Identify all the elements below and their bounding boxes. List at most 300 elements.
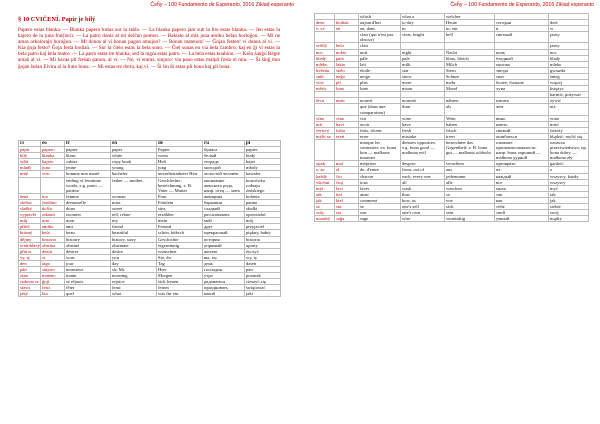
table-cell: чем [495,104,549,115]
table-cell: clear, bright [401,32,445,43]
table-cell: papero [41,147,65,153]
table-cell: Nacht [445,49,495,55]
table-cell: jasny [549,43,589,49]
table-cell: luno [335,86,359,92]
table-cell: mądry [549,216,589,222]
table-cell: lavi [335,185,359,191]
table-cell: žena [19,193,41,199]
table-cell: sešit [19,159,41,165]
table-cell: obstinate [111,242,157,248]
table-cell: sich freuen [157,279,203,285]
table-cell: feast [111,285,157,291]
table-cell: sage [359,216,401,222]
table-cell: jung [157,165,203,171]
table-cell: sladký [19,206,41,212]
table-cell: mehr [445,80,495,86]
table-cell: copy book [111,159,157,165]
table-cell: my [111,218,157,224]
table-cell: weiss [157,153,203,159]
table-cell: fêter [65,285,111,291]
table-cell: Freund [157,224,203,230]
table-cell: všichni [315,179,335,185]
table-cell: nutri [335,98,359,104]
table-cell: fraŭlino [41,199,65,205]
table-cell: so [445,191,495,197]
lesson-intro: Papero estas blanka. — Blanka papero kušas sur la tablo. — La blanka papero jam sub la lito estas blanka. — Jen estas la kajero de la juna frat(ino). — La patro donis al mi dolĉan pomon. — Bakisto al mia juna amiko belan horloĝon. — Mi ne amas orkolorajn horoĝon. — Mi donos al vi bonan pagon amojon? — Bonan matenon! — Ĝojan festen! vi donos al vi. — Kia ĝoja festo? Ĝoja festa hodiaŭ. — Sur la ĉielo estas la bela suno. — Ĉiel sunas en via bela ĉambro; kaj en ĝi vi estas la bela patro kaj bela matro. — La patro estas tre blanka, sed la nigra estas patro. — La bela estas knabino. — Kaŝu ŝanĝu Regie antaŭ al vi. — Mi havas pli freŝan panon, al vi. — No, vi eraras, sinjoro: via pano estas malpli freŝa ol mia. — Ŝi ŝinĝ tiun ĝojan belan Elvira al la frato bona. — Mi estas tre dorta, kaj vi. — Ŝi ŝin ŝŝ estas pli bona kaj pli bona. [18,27,280,70]
table-cell: nuit [359,49,401,55]
table-cell: wy, ty [245,254,281,260]
table-cell: z, ze [315,167,335,173]
table-cell: than [401,104,445,115]
table-cell: poranek [245,273,281,279]
table-cell: se [315,204,335,210]
table-cell: tago [41,260,65,266]
table-cell: mieć [549,121,589,127]
table-cell: blass, bleich [445,55,495,61]
table-cell: více [315,80,335,86]
table-cell: thus [401,191,445,197]
table-cell: tvrdohlavý [20,242,40,248]
table-row [315,32,589,43]
table-cell: blady [549,55,589,61]
table-cell: pala [335,55,359,61]
table-cell: miss [111,199,157,205]
table-cell: errer [359,133,401,139]
table-cell: wszyscy, każdy [549,173,589,179]
table-cell: бледный [495,55,549,61]
table-cell: nourrir [359,98,401,104]
table-cell: welcher [445,14,495,20]
table-cell: more [401,80,445,86]
table-cell: lune [359,86,401,92]
table-cell [19,177,41,193]
table-cell: what [111,291,157,297]
table-cell: matin [65,273,111,279]
table-cell: denotes opposites; e.g. bona good — malbona evil [401,139,445,160]
table-cell: étoile [359,67,401,73]
table-cell: marque les contraires; ex. bona bon — malbona mauvais [359,139,401,160]
table-cell: женщина [203,193,245,199]
table-cell: rejoice [111,279,157,285]
table-cell: мой [203,218,245,224]
table-cell: белый [203,153,245,159]
table-cell: deziri [41,248,65,254]
table-cell: kiel [335,197,359,203]
table-cell: karmić, pożywać [549,92,589,98]
table-cell: себя [495,204,549,210]
table-cell: pale [401,55,445,61]
table-cell: каждый [495,173,549,179]
table-cell: mleko [549,61,589,67]
table-cell: que (dans une comparaison) [359,104,401,115]
table-cell: ainsi [359,191,401,197]
table-cell: den [19,260,41,266]
table-cell: przyjaciel [245,224,281,230]
table-cell: raconter [65,212,111,218]
table-cell: panna [245,199,281,205]
table-cell: mýlit se [315,133,335,139]
table-cell: hodiaŭ [335,20,359,26]
table-cell: muž [19,171,41,177]
table-cell: Heute [445,20,495,26]
table-cell: mladý [19,165,41,171]
table-cell: jak [315,197,335,203]
table-cell: sia [335,210,359,216]
table-cell: wise [401,216,445,222]
table-cell: femme [65,193,111,199]
table-cell: schön, hübsch [157,230,203,236]
table-cell: tak [549,191,589,197]
table-cell: ino [41,193,65,199]
table-cell: wino [549,115,589,121]
table-cell: moudrý [315,216,335,222]
table-cell: kia [41,291,65,297]
table-cell: mal [335,161,359,167]
table-cell: which [359,14,401,20]
table-cell: in, ein [445,26,495,32]
table-cell: history, story [111,236,157,242]
table-cell: father — mother [111,177,157,193]
table-cell: čerstvý [315,127,335,133]
table-cell: вино [495,115,549,121]
table-cell: beau [65,230,111,236]
table-cell: each, every one [401,173,445,179]
table-cell: świętować [245,285,281,291]
table-cell: erari [335,133,359,139]
table-cell: moon [401,86,445,92]
table-cell: луна [495,86,549,92]
table-cell: означает противоположность; напр. bona хороший — malbona дурной [495,139,549,160]
table-cell: se [359,204,401,210]
table-cell: piękny, ładny [245,230,281,236]
table-cell: měsíc [315,86,335,92]
vocabulary-table-left [18,140,281,297]
table-cell: młody [245,165,281,171]
table-cell: irren [445,133,495,139]
table-cell: wine [401,115,445,121]
table-cell: aus [445,167,495,173]
table-cell: gwiazda [549,67,589,73]
table-cell: hela [335,43,359,49]
table-cell: mein [157,218,203,224]
table-cell: в [495,26,549,32]
table-cell: pli [335,80,359,86]
table-cell: z [549,167,589,173]
table-cell: vous [65,254,111,260]
table-cell: mléko [315,61,335,67]
table-cell: you [111,254,157,260]
table-cell: fresh [401,127,445,133]
table-cell: kawaler [245,171,281,177]
table-cell: désirer [65,248,111,254]
table-cell: Geschlechts-bezeichnung, z. B. Vater — Mutter [157,177,203,193]
table-cell: vi [41,254,65,260]
table-cell: так [495,191,549,197]
table-cell: in [401,26,445,32]
table-cell: ami [65,224,111,230]
table-cell: праздновать [203,285,245,291]
table-cell: окончание женского рода, напр. отец — мать [203,177,245,193]
table-cell: to-day [401,20,445,26]
table-cell: avoir [359,121,401,127]
table-cell: snow [401,73,445,79]
table-cell: какой [203,291,245,297]
table-cell: bledý [315,55,335,61]
table-cell: молодой [203,165,245,171]
table-row [19,177,281,193]
table-cell: laver [359,185,401,191]
table-cell: ráno [19,273,41,279]
table-cell: tous [359,179,401,185]
table-cell: mateno [41,273,65,279]
table-cell: radovat se [20,279,39,285]
table-cell: erzählen [157,212,203,218]
lesson-title: § 10 CVIČENÍ. Papír je bílý [18,16,96,23]
table-cell: můj [19,218,41,224]
table-cell: comment [359,197,401,203]
table-cell: sin [335,204,359,210]
table-cell: tak [315,191,335,197]
table-cell: Geschichte [157,236,203,242]
table-cell: myć [549,185,589,191]
table-cell: papier [245,147,281,153]
table-cell: jaki [245,291,281,297]
table-cell: mépriser [359,161,401,167]
table-cell: unverheiratheter Herr [157,171,203,177]
table-cell: el [335,167,359,173]
table-cell: woman [111,193,157,199]
table-cell: день [203,260,245,266]
table-cell: one's self [401,204,445,210]
table-cell: monsieur [65,266,111,272]
table-cell: jasny [549,32,589,43]
table-cell: mistake [401,133,445,139]
table-cell: ĉiu [335,173,359,179]
table-cell: więcej [549,80,589,86]
table-cell: noc [315,49,335,55]
table-cell: quel [65,291,111,297]
table-cell: Milch [445,61,495,67]
table-cell: noc [549,49,589,55]
table-cell: rakonti [41,212,65,218]
table-cell: de, d'entre [359,167,401,173]
table-cell: более, больше [495,80,549,86]
table-cell: светлый [495,32,549,43]
table-cell: холостой человек [203,171,245,177]
table-cell: how, as [401,197,445,203]
table-cell: sweet [111,206,157,212]
table-cell: dnes [315,20,335,26]
table-cell: pâle [359,55,401,61]
table-cell: night [401,49,445,55]
table-cell: упрямый [203,242,245,248]
table-cell: Heft [157,159,203,165]
table-cell: утро [203,273,245,279]
table-cell: молоко [495,61,549,67]
table-cell: historio [41,236,65,242]
column-header: eo [41,141,65,147]
table-cell: mýt [315,185,335,191]
table-cell: en [335,26,359,32]
table-cell: bílý [19,153,41,159]
column-header: en [111,141,157,147]
table-cell: vypravět [19,212,41,218]
table-cell: kajero [41,159,65,165]
table-cell: stelo [335,67,359,73]
table-cell: oznacza przeciwieństwo; np. bona dobry — malbona zły [550,139,587,161]
table-cell: снег [495,73,549,79]
table-cell: życzyć [245,248,281,254]
table-cell: умный [495,216,549,222]
table-cell: nähren [445,98,495,104]
column-header: ru [203,141,245,147]
table-cell: have [401,121,445,127]
table-cell: история [203,236,245,242]
table-cell: мыть [495,185,549,191]
table-cell: bezeichnet das Gegentheil; z. B. bona gut — malbona schlecht [445,139,495,160]
table-cell: en, dans [359,26,401,32]
table-cell: alle [445,179,495,185]
table-cell: friend [111,224,157,230]
table-cell: waschen [445,185,495,191]
table-cell: pan [245,266,281,272]
table-cell: презирать [495,161,549,167]
table-cell: mia [41,218,65,224]
table-cell: blanc [65,153,111,159]
table-cell: hvězda [315,67,335,73]
table-cell: histoire [65,236,111,242]
table-row [315,216,589,222]
table-cell: biały [245,153,281,159]
table-cell: dzień [245,260,281,266]
table-row [315,104,589,115]
table-cell: freŝa [335,127,359,133]
table-cell: сегодня [495,20,549,26]
table-cell: тетрадь [203,159,245,165]
table-cell: plus [359,80,401,86]
table-cell: se réjouir [65,279,111,285]
table-cell: živit [315,98,335,104]
table-cell: vin [359,115,401,121]
table-cell: wie [445,197,495,203]
table-cell: opowiadać [245,212,281,218]
table-cell: вы, ты [203,254,245,260]
table-cell: víno [315,115,335,121]
table-cell [41,177,65,193]
table-cell: svůj [315,210,335,216]
right-page [300,0,600,424]
table-cell: star [401,67,445,73]
table-cell: neĝo [335,73,359,79]
table-cell: viro [41,171,65,177]
table-cell: mój [245,218,281,224]
table-cell: słodki [245,206,281,212]
table-cell: cahier [65,159,111,165]
table-cell: beautiful [111,230,157,236]
table-cell: vernünftig [445,216,495,222]
table-cell: frisch [445,127,495,133]
table-cell: v, ve [315,26,335,32]
table-cell: morning [111,273,157,279]
table-cell: juna [41,165,65,171]
table-cell: nokto [335,49,359,55]
table-cell: koncówka rodzaju żeńskiego [245,177,281,193]
table-cell: sinjoro [41,266,65,272]
table-cell: сладкий [203,206,245,212]
table-cell: господин [203,266,245,272]
table-cell: jedermann [445,173,495,179]
table-cell: cieszyć się [245,279,281,285]
table-cell: Schnee [445,73,495,79]
table-cell: chacun [359,173,401,179]
table-cell: swój [549,210,589,216]
table-cell: niż [549,104,589,115]
table-cell: gardzić [549,161,589,167]
table-cell: как [495,197,549,203]
table-cell: siebie [549,204,589,210]
table-cell: свежий [495,127,549,133]
page-header: Ĉeĥy – 100 Fundamento de Esperanto, 2016 Ziklad esperanto [450,2,594,8]
table-cell: papier [65,147,111,153]
table-cell: из [495,167,549,173]
table-cell: clair (qui n'est pas obscur) [359,32,401,43]
table-cell: havi [335,121,359,127]
table-cell: друг [203,224,245,230]
table-cell: přát si [19,248,41,254]
table-cell: mon [65,218,111,224]
column-header: de [157,141,203,147]
table-cell: прекрасный [203,230,245,236]
table-cell: každý [315,173,335,179]
table-cell: slavit [19,285,41,291]
table-cell: obstina [41,242,65,248]
column-header: fr [65,141,111,147]
table-cell: свой [495,210,549,216]
table-cell: все [495,179,549,185]
table-cell: mít [315,121,335,127]
table-cell: haben [445,121,495,127]
column-header: cs [19,141,41,147]
table-cell: bachelor [111,171,157,177]
table-cell: w [549,26,589,32]
table-cell: желать [203,248,245,254]
table-cell: amiko [41,224,65,230]
table-cell: krásný [19,230,41,236]
table-cell: Herr [157,266,203,272]
table-cell: Wein [445,115,495,121]
table-cell: uparty [245,242,281,248]
table-cell: jour [65,260,111,266]
table-cell: радоваться [203,279,245,285]
table-cell [335,139,359,160]
table-cell: Frau [157,193,203,199]
table-row [19,291,281,297]
table-cell: dějiny [19,236,41,242]
table-cell: tiel [335,191,359,197]
table-cell: vino [335,115,359,121]
table-cell: was für ein [157,291,203,297]
table-cell: papír [19,147,41,153]
table-cell: verachten [445,161,495,167]
table-cell: żywić [549,98,589,104]
page-header: Ĉeĥy – 100 Fundamento de Esperanto, 2016 Ziklad esperanto [150,2,294,8]
table-cell: nourish [401,98,445,104]
table-cell: homme non marié [65,171,111,177]
table-cell: dolĉa [41,206,65,212]
table-cell [335,104,359,115]
table-cell: desire [111,248,157,254]
table-cell: ĉiuj [335,179,359,185]
